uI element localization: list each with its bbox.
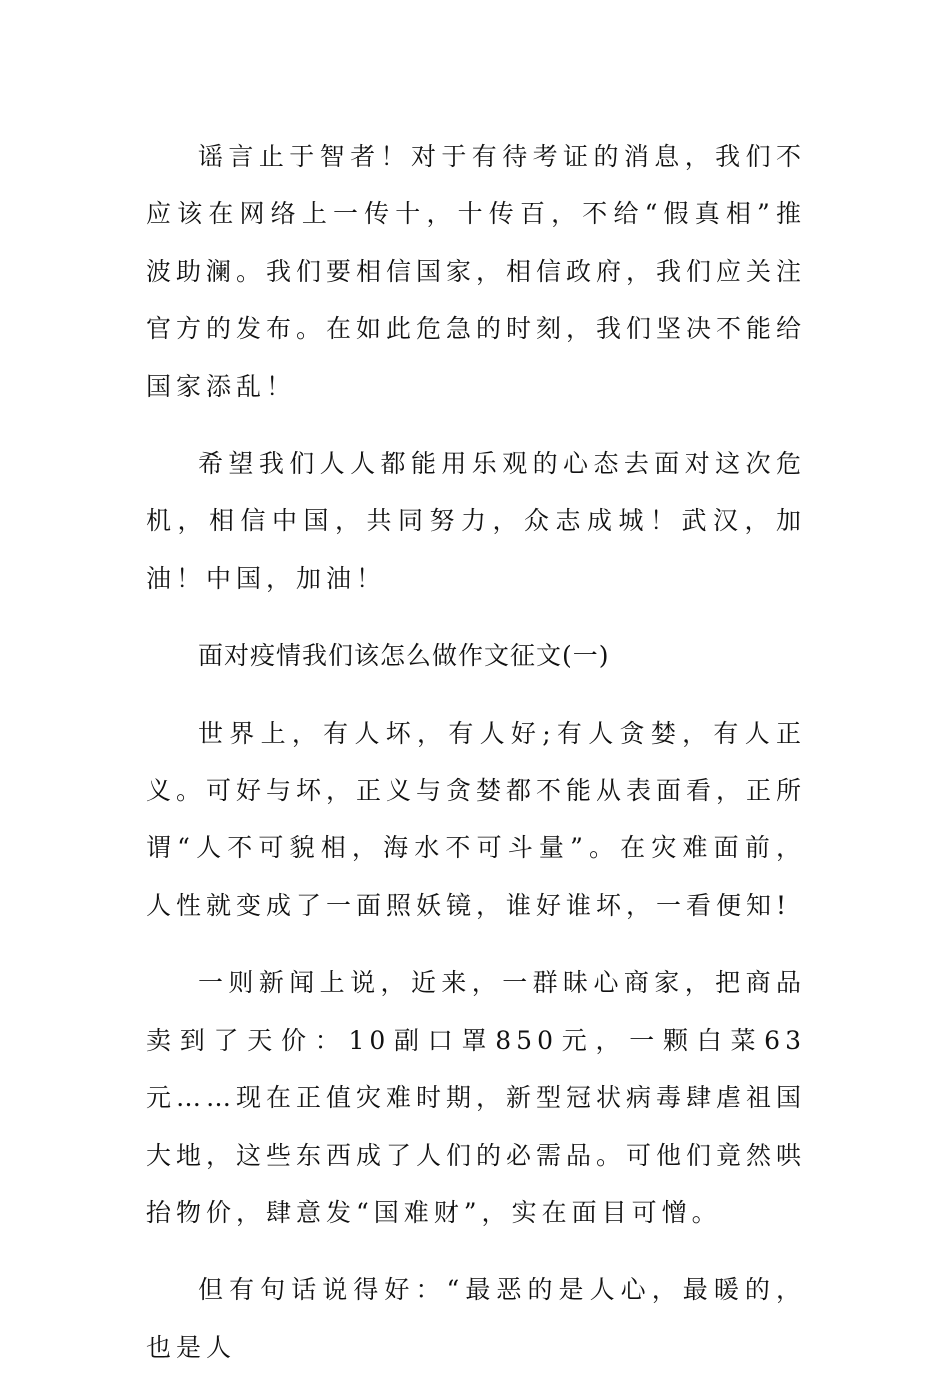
paragraph-rumors: 谣言止于智者！对于有待考证的消息，我们不应该在网络上一传十，十传百，不给“假真相”推波助澜。我们要相信国家，相信政府，我们应关注官方的发布。在如此危急的时刻，我们坚决不能给国家添乱！ <box>146 142 807 401</box>
document-body <box>146 128 806 1396</box>
paragraph-saying: 但有句话说得好：“最恶的是人心，最暖的，也是人 <box>146 1275 806 1362</box>
paragraph-human-nature: 世界上，有人坏，有人好;有人贪婪，有人正义。可好与坏，正义与贪婪都不能从表面看，正所谓“人不可貌相，海水不可斗量”。在灾难面前，人性就变成了一面照妖镜，谁好谁坏，一看便知! <box>146 718 807 920</box>
paragraph-news-prices: 一则新闻上说，近来，一群昧心商家，把商品卖到了天价：10副口罩850元，一颗白菜63元……现在正值灾难时期，新型冠状病毒肆虐祖国大地，这些东西成了人们的必需品。可他们竟然哄抬物价，肆意发“国难财”，实在面目可憎。 <box>146 968 807 1227</box>
paragraph-hope: 希望我们人人都能用乐观的心态去面对这次危机，相信中国，共同努力，众志成城！武汉，加油！中国，加油！ <box>146 449 806 593</box>
essay-title: 面对疫情我们该怎么做作文征文(一) <box>198 641 610 671</box>
